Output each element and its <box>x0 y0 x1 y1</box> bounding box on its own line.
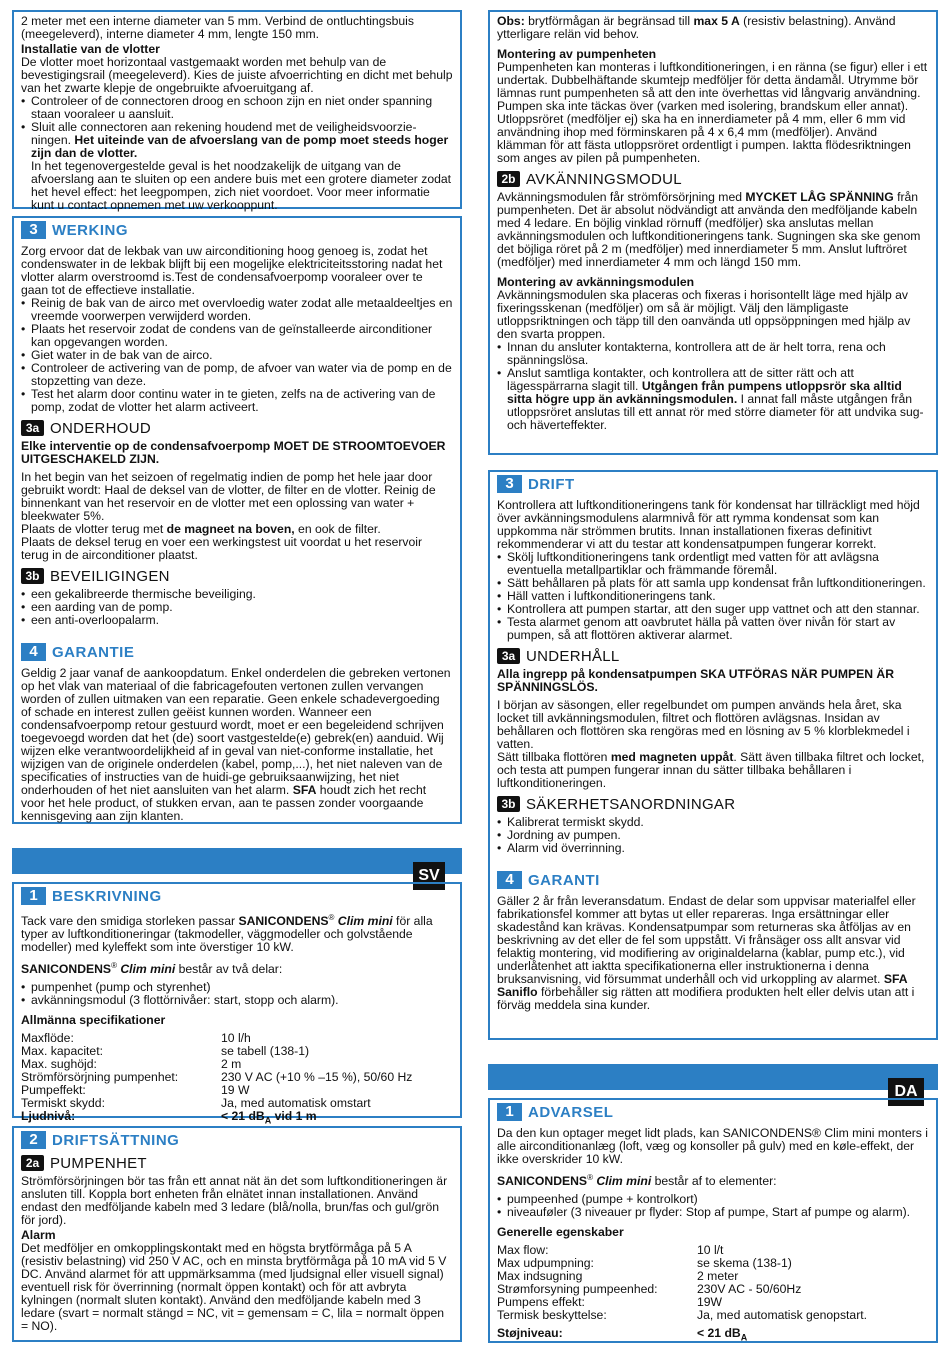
text-run: Avkänningsmodulen får strömförsörjning med <box>497 190 746 204</box>
nl-section-garantie <box>21 643 453 661</box>
subsection-number: 3b <box>21 568 44 584</box>
subsection-number: 2b <box>497 171 520 187</box>
sv-alarm-heading: Alarm <box>21 1228 56 1242</box>
sv-avkanning-mount-heading: Montering av avkänningsmodulen <box>497 275 695 289</box>
da-spec-heading: Generelle egenskaber <box>497 1225 624 1240</box>
list-item: • Skölj luftkonditioneringens tank ordentligt med vatten för att avlägsna eventuella metallpartiklar och främmande föremål. <box>497 551 929 577</box>
nl-section-beveiligingen <box>21 568 453 584</box>
spec-key: Max. sughöjd: <box>21 1057 97 1072</box>
section-title: WERKING <box>52 221 128 239</box>
subsection-title: PUMPENHET <box>50 1154 147 1172</box>
text-run: Plaats de vlotter terug met <box>21 522 167 536</box>
list-item: • Plaats het reservoir zodat de condens van de geïnstalleerde airconditioner kan opgevangen worden. <box>21 323 453 349</box>
text-run-bold: MYCKET LÅG SPÄNNING <box>745 190 894 204</box>
list-item: • Kalibrerat termiskt skydd. <box>497 816 929 829</box>
text-run: består af to elementer: <box>651 1174 777 1189</box>
spec-key: Strømforsyning pumpeenhed: <box>497 1282 658 1297</box>
section-number: 3 <box>497 475 522 493</box>
brand-name: SANICONDENS <box>497 1174 588 1189</box>
sv-language-tag: SV <box>413 862 445 890</box>
sv-parts-list <box>21 981 453 1007</box>
sv-spec-table <box>21 1032 453 1127</box>
subsection-title: UNDERHÅLL <box>526 647 620 665</box>
da-description-box <box>488 1098 938 1343</box>
spec-value: se tabell (138-1) <box>221 1044 310 1059</box>
sv-language-band <box>12 848 462 874</box>
sv-beskrivning-text <box>21 911 453 954</box>
list-item: • een anti-overloopalarm. <box>21 614 453 627</box>
text-run-bold: SFA <box>292 783 317 797</box>
section-title: GARANTIE <box>52 643 135 661</box>
sv-avkanning-mount-text: Avkänningsmodulen ska placeras och fixeras i horisontellt läge med hjälp av fixeringsskenan (medföljer) om så är möjligt. Välj den lämpligaste utloppsriktningen och täpp till den oanvända utl oppsöppningen med hjälp av den svarta proppen. <box>497 288 911 341</box>
list-item: • pumpeenhed (pumpe + kontrolkort) <box>497 1193 929 1206</box>
list-item: • Testa alarmet genom att oavbrutet hälla på vatten över nivån för start av pumpen, så att flottören aktiverar alarmet. <box>497 616 929 642</box>
sv-mount-text: Pumpenheten kan monteras i luftkonditioneringen, i en ränna (se figur) eller i ett undertak. Dubbelhäftande skumtejp medföljer för detta ändamål. Utrymme bör lämnas runt pumpenheten så att den inte överhettas vid långvarig användning. Pumpen ska inte täckas över (varken med isolering, brandskum eller annat). Utloppsröret (medföljer ej) ska ha en innerdiameter på 4 mm, eller 6 mm vid användning ihop med förminskaren på 4 x 6,4 mm (medföljer). Använd klämman för att fästa utloppsröret ordentligt i pumpen. Iaktta flödesriktningen som anges av pilen på pumpenheten. <box>497 60 928 165</box>
text-run: Tack vare den smidiga storleken passar <box>21 914 239 929</box>
subsection-number: 3a <box>497 648 520 664</box>
spec-value: Ja, med automatisk genopstart. <box>697 1308 868 1323</box>
section-number: 4 <box>21 643 46 661</box>
model-name: Clim mini <box>334 914 393 929</box>
nl-intro-line-1: 2 meter met een interne diameter van 5 mm. Verbind de ontluchtingsbuis <box>21 14 414 28</box>
list-item: • Innan du ansluter kontakterna, kontrollera att de är helt torra, rena och spänningslösa. <box>497 341 929 367</box>
text-run: brytförmågan är begränsad till <box>524 14 694 28</box>
nl-intro-line-2: (meegeleverd), interne diameter 4 mm, lengte 150 mm. <box>21 27 320 41</box>
list-item: • niveauføler (3 niveauer pr flyder: Stop af pumpe, Start af pumpe og alarm). <box>497 1206 929 1219</box>
text-run: I annat fall måste utgången från utloppsröret anslutas till ett annat rör med större diameter för att undvika sug- och häverteffekter. <box>507 392 924 432</box>
sv-continuation-box <box>488 10 938 455</box>
nl-onderhoud-text-3: Plaats de deksel terug en voer een werkingstest uit voordat u het reservoir terug in de airconditioner plaatst. <box>21 535 423 562</box>
spec-key: Max udpumpning: <box>497 1256 594 1271</box>
sv-section-sakerhet <box>497 796 929 812</box>
sv-pumpenhet-text: Strömförsörjningen bör tas från ett annat nät än det som luftkonditioneringen är ansluten till. Koppla bort enheten från elnätet innan installationen. Använd endast den medföljande kabeln med 3 ledare (blå/nolla, brun/fas och gul/grön för jord). <box>21 1174 448 1227</box>
spec-value: se skema (138-1) <box>697 1256 792 1271</box>
list-item <box>497 367 929 432</box>
text-run: från pumpenheten. Det är absolut nödvändigt att använda den medföljande kabeln med 4 ledare. En böjlig vinklad rörnuff (medföljer) ska anslutas mellan avkänningsmodulen och luftkonditioneringens tank. Sugningen ska ske genom det böjliga röret på 2 m (medföljer) med innerdiameter 5 mm. Anslut luftröret (medföljer) med innerdiameter 4 mm och längd 150 mm. <box>497 190 921 269</box>
brand-name: SANICONDENS <box>238 914 329 929</box>
spec-key: Max flow: <box>497 1243 549 1258</box>
da-advarsel-text: Da den kun optager meget lidt plads, kan SANICONDENS® Clim mini monters i alle airconditionanlæg (loft, væg og konsoller på gulv) med en køle-effekt, der ikke overskrider 10 kW. <box>497 1126 928 1166</box>
sv-section-driftsattning <box>21 1131 453 1149</box>
list-item: • een gekalibreerde thermische beveiliging. <box>21 588 453 601</box>
model-name: Clim mini <box>592 1174 652 1189</box>
nl-werking-text: Zorg ervoor dat de lekbak van uw airconditioning hoog genoeg is, zodat het condenswater in de lekbak blijft bij een mogelijke elektriciteitsstoring nadat het vlotter alarm overstroomd is.Test de condensafvoerpomp vooraleer over te gaan tot de effectieve installatie. <box>21 244 443 297</box>
brand-name: SANICONDENS <box>21 962 112 977</box>
spec-key: Termiskt skydd: <box>21 1096 105 1111</box>
registered-mark: ® <box>111 961 117 971</box>
nl-onderhoud-text-1: In het begin van het seizoen of regelmatig indien de pomp het hele jaar door gebruikt wordt: Haal de deksel van de vlotter, de filter en de vlotter. Reinig de binnenkant van het reservoir en de vlotter met een oplossing van water + bleekwater 5%. <box>21 470 436 523</box>
text-run: Anslut samtliga kontakter, och kontrollera att de sitter rätt och att lägesspärrarna slagit till. <box>507 366 854 393</box>
sv-drift-text: Kontrollera att luftkonditioneringens tank för kondensat har tillräckligt med höjd över avkänningsmodulens alarmnivå för att rymma kondensat som kan uppkomma när strömmen brutits. Innan installationen fixeras definitivt rekommenderar vi att du testar att kondensatpumpen fungerar korrekt. <box>497 498 920 551</box>
da-spec-table <box>497 1244 929 1344</box>
sv-parts-intro <box>21 959 453 976</box>
text-run: för alla typer av luftkonditioneringar (takmodeller, väggmodeller och golvstående modeller) med kyleffekt som inte överstiger 10 kW. <box>21 914 433 955</box>
sv-avkanning-text <box>497 191 929 269</box>
nl-install-bold: Het uiteinde van de afvoerslang van de pomp moet steeds hoger zijn dan de vlotter. <box>31 133 449 160</box>
sv-sakerhet-list <box>497 816 929 855</box>
list-item: • Test het alarm door continu water in te gieten, zelfs na de activering van de pomp, zodat de vlotter het alarm activeert. <box>21 388 453 414</box>
section-title: DRIFT <box>528 475 575 493</box>
text-run: en ook de filter. <box>294 522 381 536</box>
section-title: ADVARSEL <box>528 1103 614 1121</box>
table-row <box>497 1309 929 1322</box>
spec-key: Max. kapacitet: <box>21 1044 103 1059</box>
spec-value: 19 W <box>221 1083 250 1098</box>
registered-mark: ® <box>587 1173 593 1182</box>
sv-installation-box <box>12 1126 462 1342</box>
sv-obs-text <box>497 15 929 41</box>
da-parts-intro <box>497 1171 929 1188</box>
subsection-number: 3a <box>21 420 44 436</box>
noise-tail: vid 1 m <box>271 1109 317 1124</box>
spec-value <box>221 1110 453 1127</box>
sv-avkanning-list <box>497 341 929 432</box>
text-run-bold: Utgången från pumpens utloppsrör ska alltid sitta högre upp än avkänningsmodulen. <box>507 379 902 406</box>
spec-key: Ljudnivå: <box>21 1109 76 1124</box>
section-number: 3 <box>21 221 46 239</box>
spec-key: Pumpens effekt: <box>497 1295 585 1310</box>
subsection-title: ONDERHOUD <box>50 419 152 437</box>
nl-install-bullet: • Controleer of de connectoren droog en schoon zijn en niet onder spanning staan vooraleer u aansluit. <box>21 95 453 121</box>
list-item: • Reinig de bak van de airco met overvloedig water zodat alle metaaldeeltjes en vreemde voorwerpen verwijderd worden. <box>21 297 453 323</box>
sv-section-avkanningsmodul <box>497 171 929 187</box>
text-run-bold: SFA Saniflo <box>497 972 908 999</box>
nl-garantie-text <box>21 667 453 823</box>
text-run: Sätt tillbaka flottören <box>497 750 611 764</box>
text-run: Geldig 2 jaar vanaf de aankoopdatum. Enkel onderdelen die gebreken vertonen op het vlak van materiaal of die fabricagefouten vertonen zullen vervangen worden of zullen uitmaken van een reparatie. Geen enkele schadevergoeding of schade en interest zullen geëist kunnen worden. Wanneer een condensafvoerpomp retour gestuurd wordt, moet er een begeleidend schrijven toegevoegd worden dat het (de) soort vastgestelde(e) gebrek(en) aanduid. Wij wijzen elke verantwoordelijkheid af in geval van niet-conforme installatie, het wijzigen van de originele onderdelen (kabel, pomp,...), het niet naleven van de specificaties of instructies van de huidi-ge gebruiksaanwijzing, het niet onderhouden of het niet aansluiten van het alarm. <box>21 666 451 797</box>
nl-install-list <box>21 95 453 160</box>
nl-install-box <box>12 10 462 212</box>
spec-value: 230 V AC (+10 % –15 %), 50/60 Hz <box>221 1070 413 1085</box>
sv-section-underhall <box>497 648 929 664</box>
spec-key: Strömförsörjning pumpenhet: <box>21 1070 179 1085</box>
spec-value <box>697 1327 929 1344</box>
subsection-number: 3b <box>497 796 520 812</box>
sv-drift-list <box>497 551 929 642</box>
subsection-title: BEVEILIGINGEN <box>50 567 170 585</box>
spec-key: Termisk beskyttelse: <box>497 1308 607 1323</box>
spec-value: Ja, med automatisk omstart <box>221 1096 371 1111</box>
text-run-bold: Obs: <box>497 14 525 28</box>
section-title: GARANTI <box>528 871 600 889</box>
section-title: BESKRIVNING <box>52 887 162 905</box>
sv-underhall-text-1: I början av säsongen, eller regelbundet om pumpen används hela året, ska locket till avkänningsmodulen, filtret och flottören avlägsnas. Insidan av behållaren och flottören ska rengöras med en lösning av 5 % klorblekmedel i vatten. <box>497 698 910 751</box>
nl-werking-list <box>21 297 453 414</box>
da-section-advarsel <box>497 1103 929 1121</box>
noise-value: < 21 dB <box>221 1109 265 1124</box>
spec-value: 230V AC - 50/60Hz <box>697 1282 802 1297</box>
spec-key: Maxflöde: <box>21 1031 74 1046</box>
nl-install-bullet-text: Sluit alle connectoren aan rekening houdend met de veiligheidsvoorzie-ningen. <box>31 120 417 147</box>
text-run: . Sätt även tillbaka filtret och locket, och testa att pumpen fungerar innan du sätter tillbaka behållaren i luftkonditioneringen. <box>497 750 925 790</box>
sv-alarm-text: Det medföljer en omkopplingskontakt med en högsta brytförmåga på 5 A (resistiv belastning) vid 250 V AC, och en minsta brytförmåga på 10 mA vid 5 V DC. Använd alarmet för att uppmärksamma (med ljudsignal eller visuell signal) eventuell risk för överrinning (normalt öppen kontakt) och för att avbryta kylningen (normalt sluten kontakt). Använd den medföljande kabeln med 3 ledare (svart = normalt stängd = NC, vit = gemensam = C, lila = normalt öppen = NO). <box>21 1241 447 1333</box>
spec-value: 10 l/t <box>697 1243 724 1258</box>
text-run: består av två delar: <box>175 962 283 977</box>
nl-install-text: De vlotter moet horizontaal vastgemaakt worden met behulp van de bevestigingsrail (meegeleverd). Kies de juiste afvoerrichting en dicht met behulp van het zwarte klepje de ongebruikte afvoeruitgang af. <box>21 55 453 95</box>
subsection-number: 2a <box>21 1155 44 1171</box>
list-item: • Sätt behållaren på plats för att samla upp kondensat från luftkonditioneringen. <box>497 577 929 590</box>
sv-section-drift <box>497 475 929 493</box>
spec-key: Max indsugning <box>497 1269 583 1284</box>
sv-drift-box <box>488 470 938 1040</box>
list-item: • pumpenhet (pump och styrenhet) <box>21 981 453 994</box>
nl-beveiligingen-list <box>21 588 453 627</box>
list-item: • Jordning av pumpen. <box>497 829 929 842</box>
sv-section-garanti <box>497 871 929 889</box>
list-item: • Häll vatten i luftkonditioneringens tank. <box>497 590 929 603</box>
section-number: 1 <box>497 1103 522 1121</box>
text-run: Gäller 2 år från leveransdatum. Endast de delar som uppvisar materialfel eller fabrikationsfel kommer att bytas ut eller repareras. Inga ersättningar eller skadestånd kan krävas. Kondensatpumpar som returneras ska åtföljas av en beskrivning av det eller de fel som uppstått. Vi frånsäger oss allt ansvar vid felaktig montering, vid modifiering av originaldelarna (kablar, pump etc.), vid underlåtenhet att iaktta specifikationerna eller instruktionerna i denna bruksanvisning, vid försummat underhåll och vid urkoppling av alarmet. <box>497 894 916 986</box>
text-run: (resistiv belastning). Använd ytterligare relän vid behov. <box>497 14 896 41</box>
spec-value: 2 m <box>221 1057 242 1072</box>
noise-unit-sub: A <box>740 1332 748 1343</box>
nl-main-box <box>12 216 462 824</box>
table-row <box>497 1327 929 1344</box>
model-name: Clim mini <box>116 962 176 977</box>
list-item: • Alarm vid överrinning. <box>497 842 929 855</box>
nl-section-werking <box>21 221 453 239</box>
sv-mount-heading: Montering av pumpenheten <box>497 47 657 61</box>
text-run: förbehåller sig rätten att modifiera produkten helt eller delvis utan att i förväg meddela sina kunder. <box>497 985 915 1012</box>
section-number: 1 <box>21 887 46 905</box>
sv-garanti-text <box>497 895 929 1012</box>
spec-value: 19W <box>697 1295 723 1310</box>
table-row <box>21 1110 453 1127</box>
spec-value: 2 meter <box>697 1269 739 1284</box>
list-item: • Kontrollera att pumpen startar, att den suger upp vattnet och att den stannar. <box>497 603 929 616</box>
section-number: 4 <box>497 871 522 889</box>
da-parts-list <box>497 1193 929 1219</box>
text-run-bold: max 5 A <box>693 14 740 28</box>
list-item: • Giet water in de bak van de airco. <box>21 349 453 362</box>
list-item: • Controleer de activering van de pomp, de afvoer van water via de pomp en de stopzetting van deze. <box>21 362 453 388</box>
sv-section-pumpenhet <box>21 1155 453 1171</box>
nl-install-heading: Installatie van de vlotter <box>21 42 160 56</box>
subsection-title: AVKÄNNINGSMODUL <box>526 170 682 188</box>
list-item: • avkänningsmodul (3 flottörnivåer: start, stopp och alarm). <box>21 994 453 1007</box>
noise-unit-sub: A <box>264 1115 272 1126</box>
text-run-bold: med magneten uppåt <box>610 750 734 764</box>
da-language-band <box>488 1064 938 1090</box>
sv-section-beskrivning <box>21 887 453 905</box>
spec-key: Støjniveau: <box>497 1326 563 1341</box>
sv-spec-heading: Allmänna specifikationer <box>21 1013 166 1028</box>
da-language-tag: DA <box>888 1078 924 1106</box>
text-run-bold: de magneet na boven, <box>166 522 295 536</box>
nl-onderhoud-warning: Elke interventie op de condensafvoerpomp MOET DE STROOMTOEVOER UITGESCHAKELD ZIJN. <box>21 439 446 466</box>
noise-value: < 21 dB <box>697 1326 741 1341</box>
section-title: DRIFTSÄTTNING <box>52 1131 180 1149</box>
nl-install-bullet <box>21 121 453 160</box>
sv-description-box <box>12 882 462 1126</box>
spec-value: 10 l/h <box>221 1031 251 1046</box>
nl-section-onderhoud <box>21 420 453 436</box>
sv-underhall-warning: Alla ingrepp på kondensatpumpen SKA UTFÖRAS NÄR PUMPEN ÄR SPÄNNINGSLÖS. <box>497 667 895 694</box>
registered-mark: ® <box>328 913 335 922</box>
text-run: houdt zich het recht voor het hele product, of stukken ervan, aan te passen zonder voorgaande kennisgeving aan zijn klanten. <box>21 783 427 823</box>
nl-install-tail: In het tegenovergestelde geval is het noodzakelijk de uitgang van de afvoerslang aan te sluiten op een andere buis met een grotere diameter zodat het hevel effect: het leegpompen, zich niet voordoet. Voor meer informatie kunt u contact opnemen met uw verkooppunt. <box>31 159 452 212</box>
list-item: • een aarding van de pomp. <box>21 601 453 614</box>
section-number: 2 <box>21 1131 46 1149</box>
spec-key: Pumpeffekt: <box>21 1083 86 1098</box>
subsection-title: SÄKERHETSANORDNINGAR <box>526 795 736 813</box>
sv-underhall-text-2 <box>497 751 929 790</box>
